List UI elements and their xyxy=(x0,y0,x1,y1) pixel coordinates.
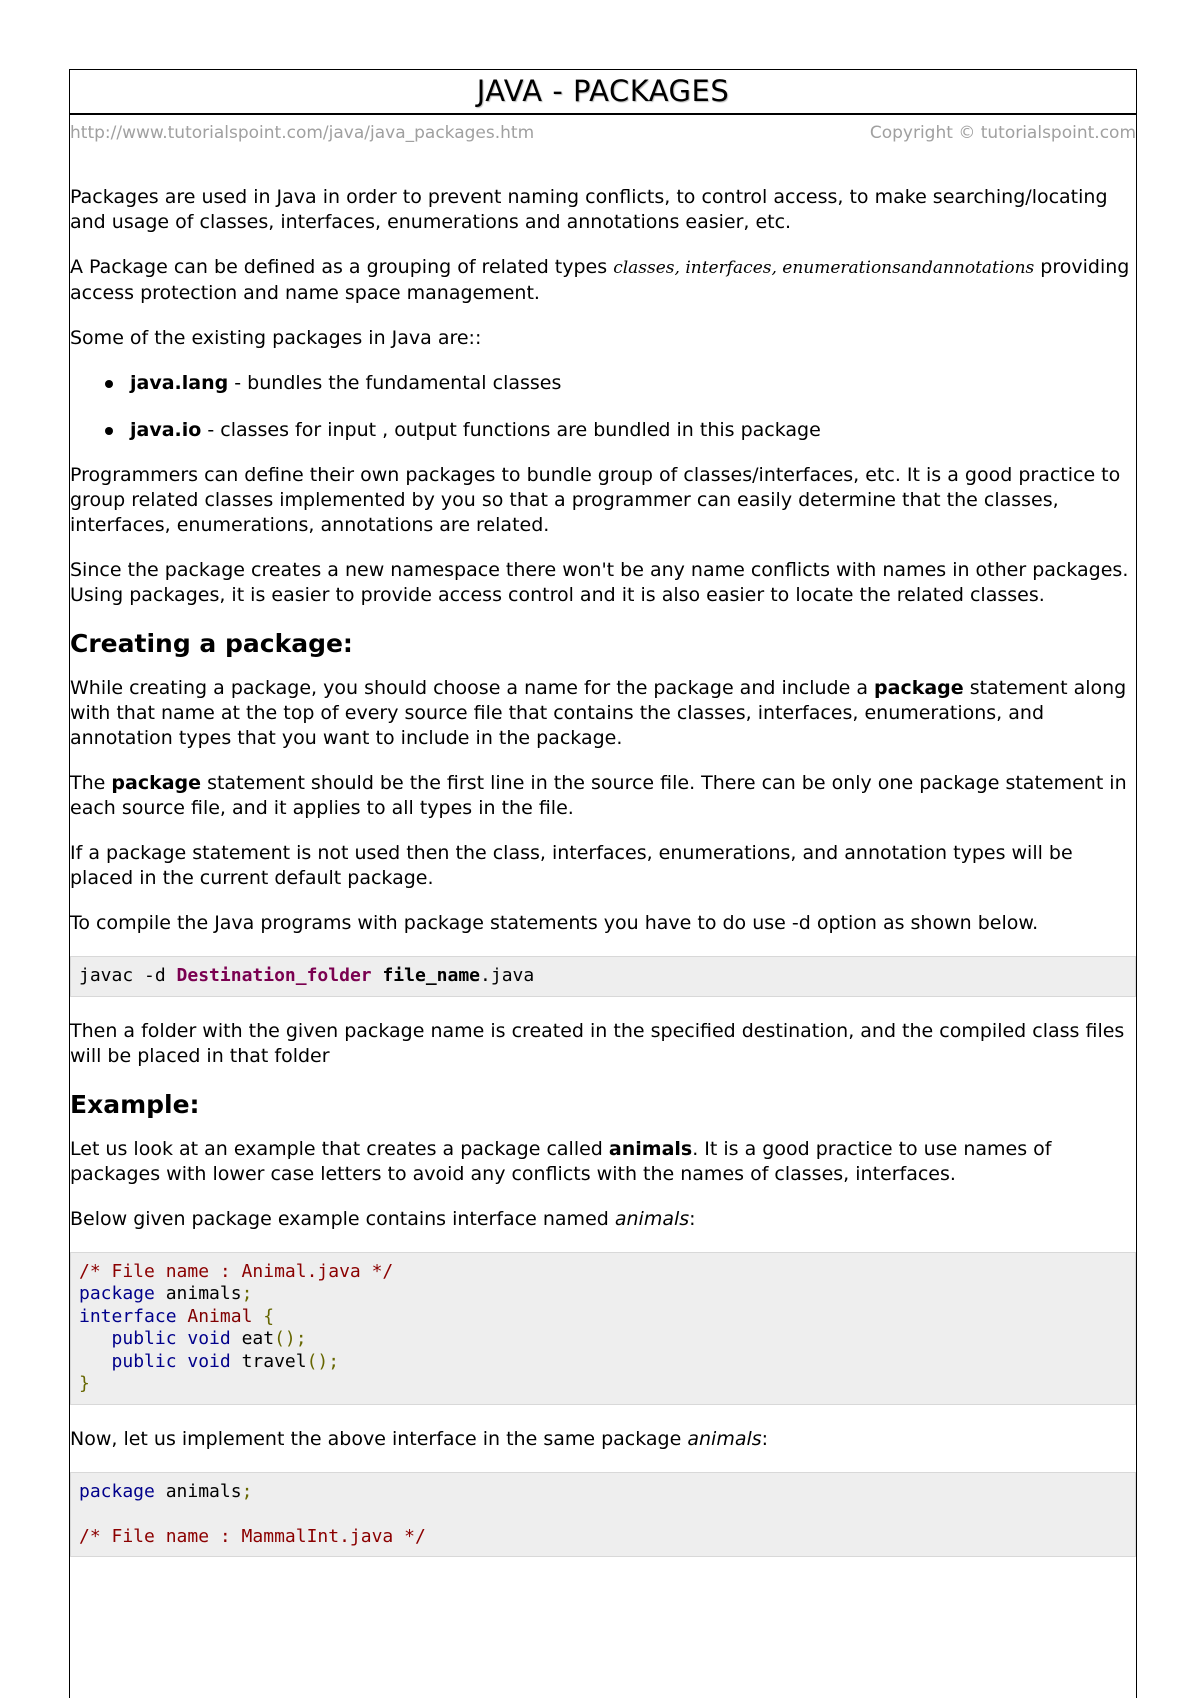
package-desc: - bundles the fundamental classes xyxy=(228,372,562,394)
code-punct: ; xyxy=(241,1283,253,1304)
text: : xyxy=(761,1427,769,1450)
article-body xyxy=(70,185,1136,1579)
meta-row xyxy=(70,122,1136,144)
code-comment: /* File name : MammalInt.java */ xyxy=(79,1525,426,1547)
text: statement along with that name at the top of every source file that contains the classes, interfaces, enumerations, and annotation types that you want to include in the package. xyxy=(70,677,1127,749)
code-text: javac -d xyxy=(79,965,177,986)
code-punct: { xyxy=(252,1305,275,1327)
code-keyword: package xyxy=(79,1480,155,1502)
code-keyword: public xyxy=(111,1328,177,1349)
example-paragraph-1 xyxy=(70,1137,1136,1187)
copyright-notice: Copyright © tutorialspoint.com xyxy=(869,123,1136,143)
package-list xyxy=(70,371,1136,443)
keyword-package: package xyxy=(874,677,964,699)
code-destination: Destination_folder xyxy=(176,965,372,986)
code-block-mammalint[interactable] xyxy=(70,1472,1136,1558)
section-heading-creating: Creating a package: xyxy=(70,629,353,658)
keyword-package: package xyxy=(111,772,202,794)
text: Let us look at an example that creates a package called xyxy=(70,1137,609,1160)
code-indent xyxy=(79,1328,112,1349)
code-text xyxy=(372,965,383,986)
text: The xyxy=(70,772,112,794)
code-type: Animal xyxy=(176,1305,253,1327)
code-punct: (); xyxy=(306,1350,340,1372)
package-name-animals: animals xyxy=(608,1137,693,1160)
code-indent xyxy=(79,1351,112,1372)
creating-paragraph-1 xyxy=(70,676,1136,751)
intro-paragraph-3: Some of the existing packages in Java are:: xyxy=(70,327,482,349)
code-method: eat xyxy=(230,1328,275,1349)
source-url[interactable]: http://www.tutorialspoint.com/java/java_packages.htm xyxy=(70,123,535,143)
text: . It is a good practice to use names of packages with lower case letters to avoid any conflicts with the names of classes, interfaces. xyxy=(70,1137,1052,1185)
text: providing access protection and name space management. xyxy=(70,256,1130,304)
section-heading-example: Example: xyxy=(70,1089,200,1119)
text: Below given package example contains interface named xyxy=(70,1207,615,1230)
code-punct: (); xyxy=(274,1328,307,1349)
package-desc: - classes for input , output functions are bundled in this package xyxy=(201,419,821,441)
intro-paragraph-1: Packages are used in Java in order to prevent naming conflicts, to control access, to make searching/locating and usage of classes, interfaces, enumerations and annotations easier, etc. xyxy=(70,186,1108,233)
compile-command-block[interactable] xyxy=(70,956,1136,997)
page-title: JAVA - PACKAGES xyxy=(69,69,1137,115)
code-keyword: void xyxy=(176,1328,231,1349)
code-filename: file_name xyxy=(382,965,481,986)
package-name: java.io xyxy=(130,419,202,441)
text: Now, let us implement the above interface in the same package xyxy=(70,1427,688,1450)
bullet-icon xyxy=(105,380,113,388)
code-punct: ; xyxy=(241,1480,253,1502)
creating-paragraph-5: Then a folder with the given package name is created in the specified destination, and the compiled class files will be placed in that folder xyxy=(70,1019,1125,1067)
types-list-italic: classes, interfaces, enumerationsandannotations xyxy=(613,258,1035,278)
code-method: travel xyxy=(230,1350,307,1372)
intro-paragraph-5: Since the package creates a new namespace there won't be any name conflicts with names in other packages. Using packages, it is easier to provide access control and it is also easier to locate the related classes. xyxy=(70,559,1129,606)
code-keyword: public xyxy=(111,1350,177,1372)
text: statement should be the first line in the source file. There can be only one package statement in each source file, and it applies to all types in the file. xyxy=(70,772,1127,819)
text: : xyxy=(689,1207,696,1230)
italic-animals: animals xyxy=(687,1427,762,1450)
code-text: .java xyxy=(480,965,535,986)
code-block-animal[interactable] xyxy=(70,1252,1136,1405)
code-punct: } xyxy=(79,1373,90,1394)
code-keyword: void xyxy=(176,1350,231,1372)
list-item xyxy=(130,418,1136,443)
code-comment: /* File name : Animal.java */ xyxy=(79,1260,394,1282)
bullet-icon xyxy=(105,427,113,435)
text: While creating a package, you should choose a name for the package and include a xyxy=(70,677,875,699)
code-keyword: interface xyxy=(79,1305,177,1327)
creating-paragraph-2 xyxy=(70,771,1136,821)
creating-paragraph-4: To compile the Java programs with package statements you have to do use -d option as shown below. xyxy=(70,912,1039,934)
list-item xyxy=(130,371,1136,396)
creating-paragraph-3: If a package statement is not used then the class, interfaces, enumerations, and annotation types will be placed in the current default package. xyxy=(70,842,1073,889)
code-keyword: package xyxy=(79,1283,155,1304)
text: A Package can be defined as a grouping of related types xyxy=(70,256,614,278)
intro-paragraph-4: Programmers can define their own packages to bundle group of classes/interfaces, etc. It is a good practice to group related classes implemented by you so that a programmer can easily determine that the classes, interfaces, enumerations, annotations are related. xyxy=(70,464,1121,536)
code-text: animals xyxy=(154,1480,242,1502)
package-name: java.lang xyxy=(130,372,229,394)
example-paragraph-3 xyxy=(70,1427,1136,1452)
italic-animals: animals xyxy=(614,1207,690,1230)
example-paragraph-2 xyxy=(70,1207,1136,1232)
intro-paragraph-2 xyxy=(70,255,1136,306)
code-text: animals xyxy=(154,1283,242,1304)
